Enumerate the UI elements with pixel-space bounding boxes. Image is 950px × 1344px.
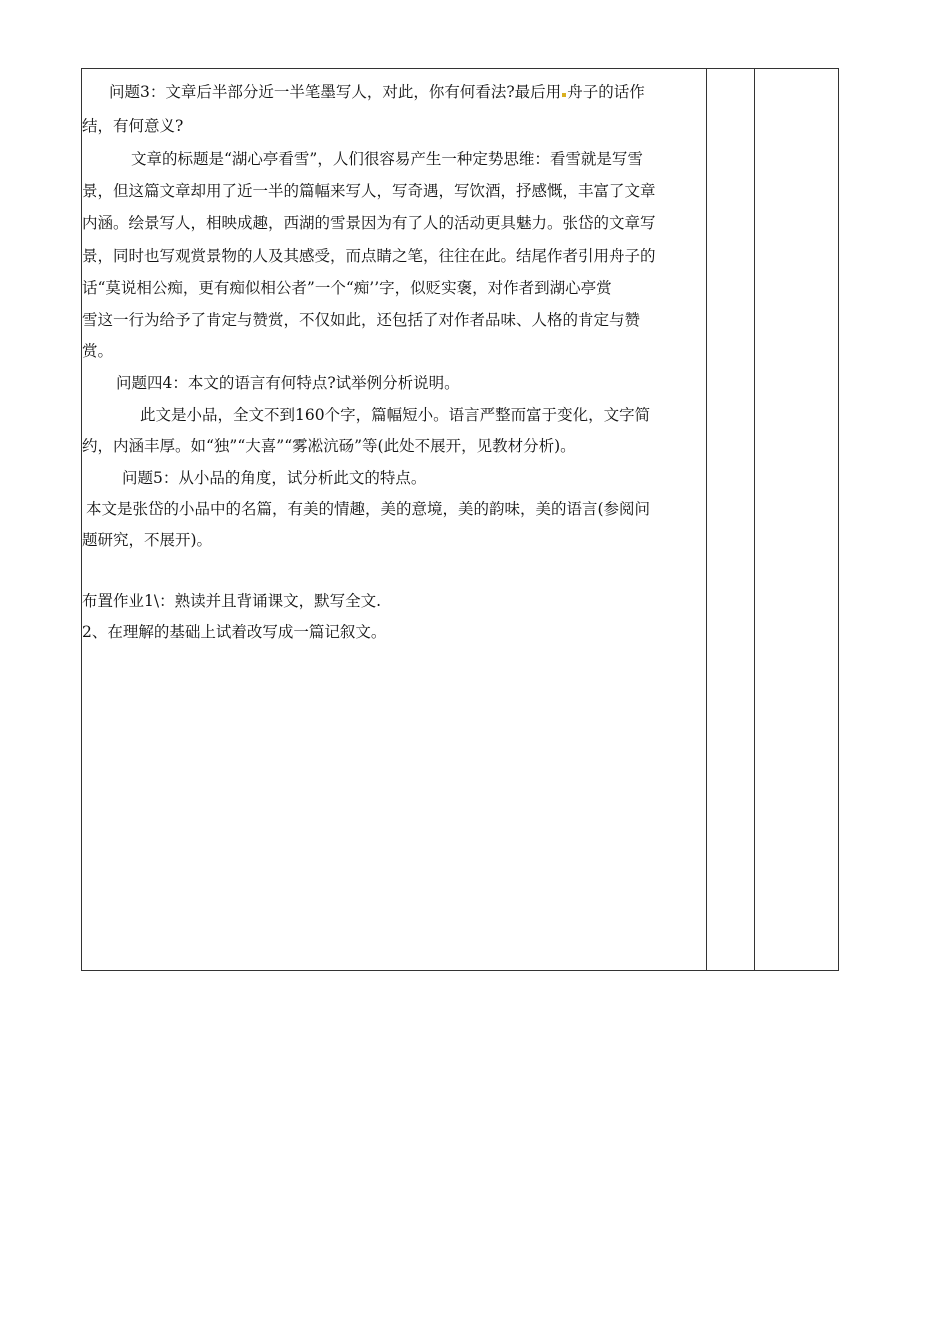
question-5-line: 问题5：从小品的角度，试分析此文的特点。	[122, 469, 427, 487]
answer-5-line-2: 题研究，不展开)。	[82, 531, 213, 549]
question-3-line-1	[109, 82, 645, 102]
question-4-line: 问题四4：本文的语言有何特点?试举例分析说明。	[116, 374, 460, 392]
question-3-text-end: 舟子的话作	[567, 83, 645, 101]
column-divider	[754, 69, 755, 970]
answer-4-line-2: 约，内涵丰厚。如“独”“大喜”“雾凇沆砀”等(此处不展开，见教材分析)。	[82, 437, 576, 455]
question-3-line-2: 结，有何意义?	[82, 117, 184, 135]
lesson-table	[81, 68, 839, 971]
answer-3-line-7: 赏。	[82, 342, 114, 360]
homework-line-1: 布置作业1\：熟读并且背诵课文，默写全文.	[82, 592, 382, 610]
answer-4-line-1: 此文是小品，全文不到160个字，篇幅短小。语言严整而富于变化，文字简	[140, 406, 651, 424]
answer-5-line-1: 本文是张岱的小品中的名篇，有美的情趣，美的意境，美的韵味，美的语言(参阅问	[86, 500, 651, 518]
question-3-text: 问题3：文章后半部分近一半笔墨写人，对此，你有何看法?最后用	[109, 83, 562, 101]
answer-3-line-5: 话“莫说相公痴，更有痴似相公者”一个“痴’’字，似贬实褒，对作者到湖心亭赏	[82, 279, 612, 297]
answer-3-line-2: 景，但这篇文章却用了近一半的篇幅来写人，写奇遇，写饮酒，抒感慨，丰富了文章	[82, 182, 656, 200]
answer-3-line-6: 雪这一行为给予了肯定与赞赏，不仅如此，还包括了对作者品味、人格的肯定与赞	[82, 311, 641, 329]
highlight-mark	[562, 93, 566, 97]
answer-3-line-1: 文章的标题是“湖心亭看雪”，人们很容易产生一种定势思维：看雪就是写雪	[131, 150, 643, 168]
answer-3-line-3: 内涵。绘景写人，相映成趣，西湖的雪景因为有了人的活动更具魅力。张岱的文章写	[82, 214, 656, 232]
homework-line-2: 2、在理解的基础上试着改写成一篇记叙文。	[82, 623, 387, 641]
answer-3-line-4: 景，同时也写观赏景物的人及其感受，而点睛之笔，往往在此。结尾作者引用舟子的	[82, 247, 656, 265]
column-divider	[706, 69, 707, 970]
main-content-cell	[82, 69, 706, 970]
